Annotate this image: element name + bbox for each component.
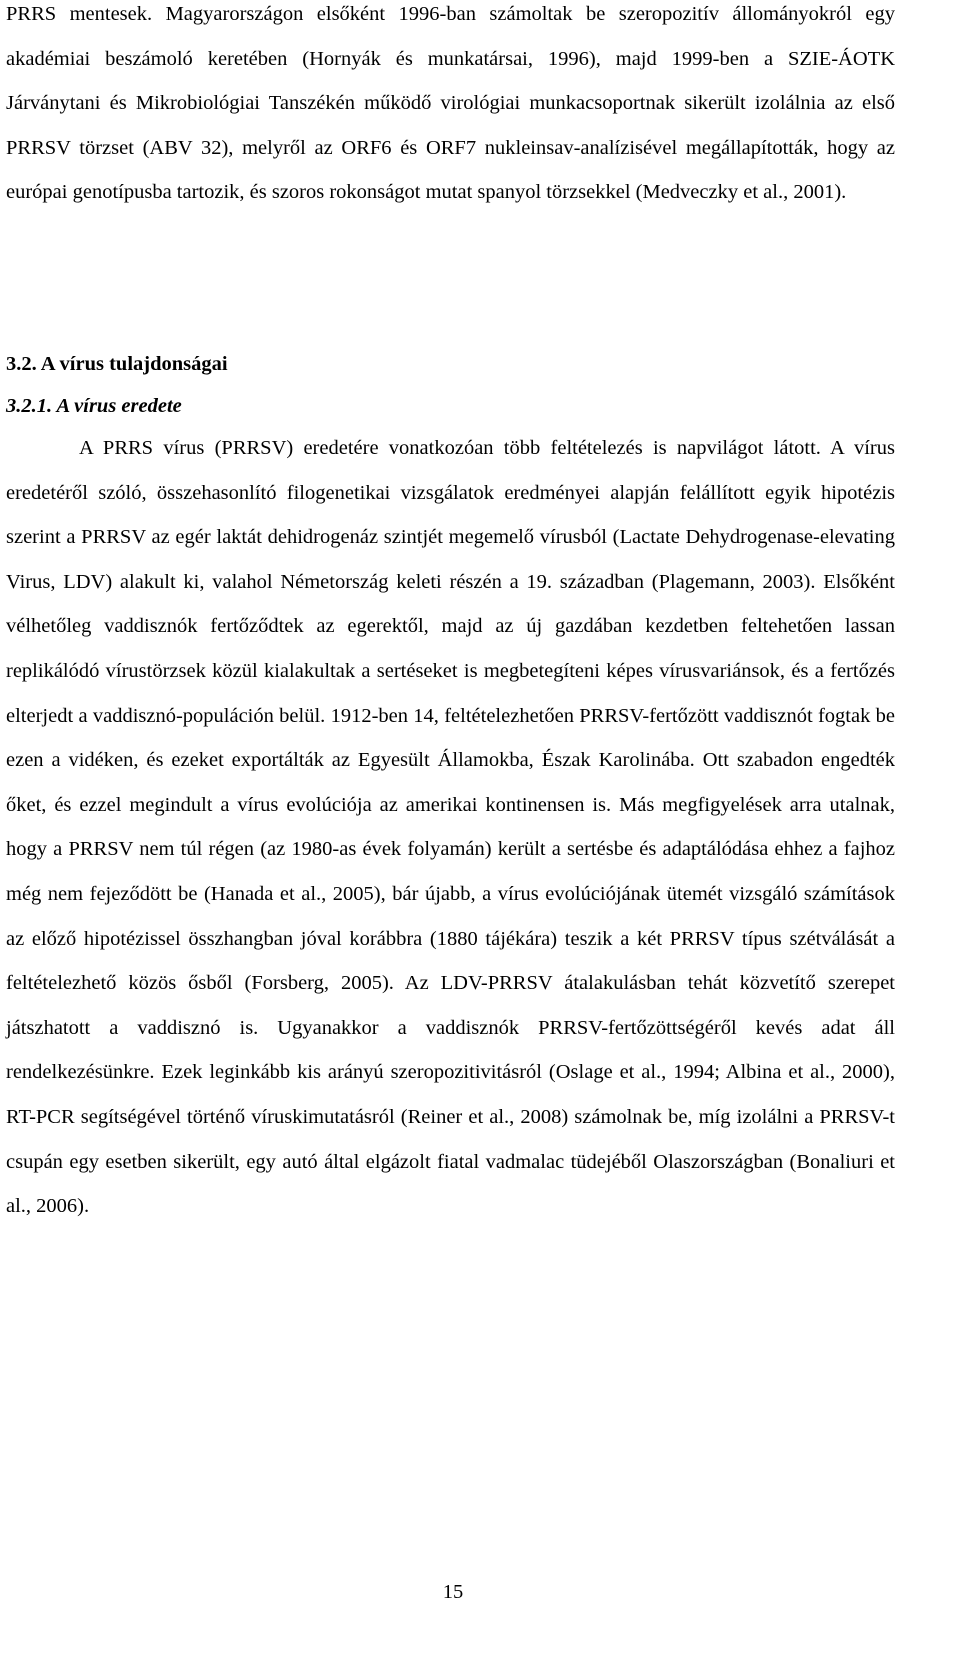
paragraph-main: A PRRS vírus (PRRSV) eredetére vonatkozóan több feltételezés is napvilágot látott. A vírus eredetéről szóló, összehasonlító filogenetikai vizsgálatok eredményei alapján felállított egyik hipotézis szerint a PRRSV az egér laktát dehidrogenáz szintjét megemelő vírusból (Lactate Dehydrogenase-elevating Virus, LDV) alakult ki, valahol Németország keleti részén a 19. században (Plagemann, 2003). Elsőként vélhetőleg vaddisznók fertőződtek az egerektől, majd az új gazdában kezdetben feltehetően lassan replikálódó vírustörzsek közül kialakultak a sertéseket is megbetegíteni képes vírusvariánsok, és a fertőzés elterjedt a vaddisznó-populáción belül. 1912-ben 14, feltételezhetően PRRSV-fertőzött vaddisznót fogtak be ezen a vidéken, és ezeket exportálták az Egyesült Államokba, Észak Karolinába. Ott szabadon engedték őket, és ezzel megindult a vírus evolúciója az amerikai kontinensen is. Más megfigyelések arra utalnak, hogy a PRRSV nem túl régen (az 1980-as évek folyamán) került a sertésbe és adaptálódása ehhez a fajhoz még nem fejeződött be (Hanada et al., 2005), bár újabb, a vírus evolúciójának ütemét vizsgáló számítások az előző hipotézissel összhangban jóval korábbra (1880 tájékára) teszik a két PRRSV típus szétválását a feltételezhető közös ősből (Forsberg, 2005). Az LDV-PRRSV átalakulásban tehát közvetítő szerepet játszhatott a vaddisznó is. Ugyanakkor a vaddisznók PRRSV-fertőzöttségéről kevés adat áll rendelkezésünkre. Ezek leginkább kis arányú szeropozitivitásról (Oslage et al., 1994; Albina et al., 2000), RT-PCR segítségével történő víruskimutatásról (Reiner et al., 2008) számolnak be, míg izolálni a PRRSV-t csupán egy esetben sikerült, egy autó által elgázolt fiatal vadmalac tüdejéből Olaszországban (Bonaliuri et al., 2006). (6, 437, 895, 1218)
paragraph-continued: PRRS mentesek. Magyarországon elsőként 1996-ban számoltak be szeropozitív állományokról egy akadémiai beszámoló keretében (Hornyák és munkatársai, 1996), majd 1999-ben a SZIE-ÁOTK Járványtani és Mikrobiológiai Tanszékén működő virológiai munkacsoportnak sikerült izolálnia az első PRRSV törzset (ABV 32), melyről az ORF6 és ORF7 nukleinsav-analízisével megállapították, hogy az európai genotípusba tartozik, és szoros rokonságot mutat spanyol törzsekkel (Medveczky et al., 2001). (6, 3, 895, 204)
section-heading: 3.2. A vírus tulajdonságai (6, 353, 228, 375)
page-number: 15 (442, 1581, 464, 1603)
subsection-heading: 3.2.1. A vírus eredete (6, 395, 182, 417)
